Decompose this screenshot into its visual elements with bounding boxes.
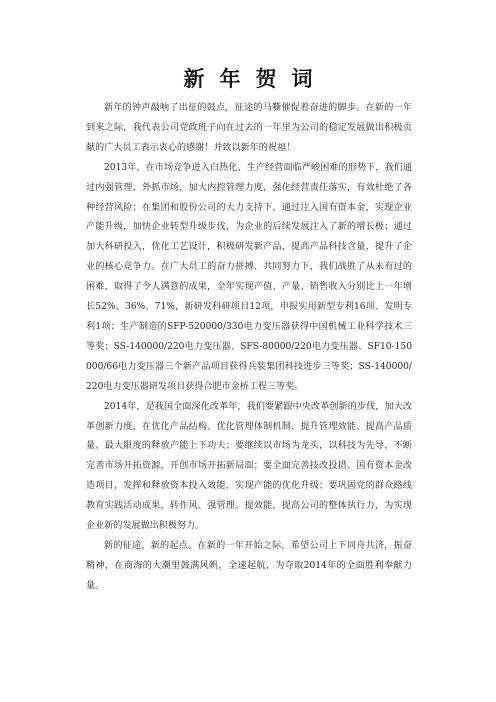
document-title: 新年贺词 <box>183 67 328 91</box>
paragraph-1: 新年的钟声敲响了出征的鼓点，征途的马嘶催促着奋进的脚步。在新的一年到来之际，我代表公司党政班子向在过去的一年里为公司的稳定发展做出积极贡献的广大员工表示衷心的感谢！并致以新年的祝福！ <box>86 103 412 153</box>
paragraph-2: 2013年，在市场竞争进入白热化、生产经营面临严峻困难的形势下，我们通过内强管理、外抓市场，加大内控管理力度，强化经营责任落实，有效杜绝了各种经营风险；在集团和股份公司的大力支持下，通过注入国有资本金，实现企业产能升级，加快企业转型升级步伐，为企业的后续发展注入了新的增长极；通过加大科研投入，优化工艺设计，积极研发新产品，提高产品科技含量，提升了企业的核心竞争力。在广大员工的奋力拼搏、共同努力下，我们战胜了从未有过的困难，取得了令人满意的成果，全年实现产值、产量、销售收入分别比上一年增长52%、36%、71%，新研发科研项目12项，申报实用新型专利16项、发明专利1项；生产制造的SFP-520000/330电力变压器获得中国机械工业科学技术三等奖；SS-140000/220电力变压器、SFS-80000/220电力变压器、SF10-150000/66电力变压器三个新产品项目获得兵装集团科技进步三等奖；SS-140000/220电力变压器研发项目获得合肥市金桥工程三等奖。 <box>86 162 412 392</box>
paragraph-3: 2014年，是我国全面深化改革年，我们要紧跟中央改革创新的步伐，加大改革创新力度，在优化产品结构、优化管理体制机制、提升管理效能、提高产品质量、最大限度的释放产能上下功夫；要继续以市场为龙头，以科技为先导，不断完善市场开拓资源，开创市场开拓新局面；要全面完善技改投措、国有资本金改造项目，发挥和释放资本投入效能，实现产能的优化升级；要巩固党的群众路线教育实践活动成果，转作风、强管理、提效能，提高公司的整体执行力，为实现企业新的发展做出积极努力。 <box>86 401 412 532</box>
document-body <box>86 99 412 597</box>
paragraph-4: 新的征途，新的起点。在新的一年开始之际，希望公司上下同舟共济，振奋精神，在商海的大潮里鼓满风帆，全速起航，为夺取2014年的全面胜利奉献力量。 <box>86 540 412 591</box>
